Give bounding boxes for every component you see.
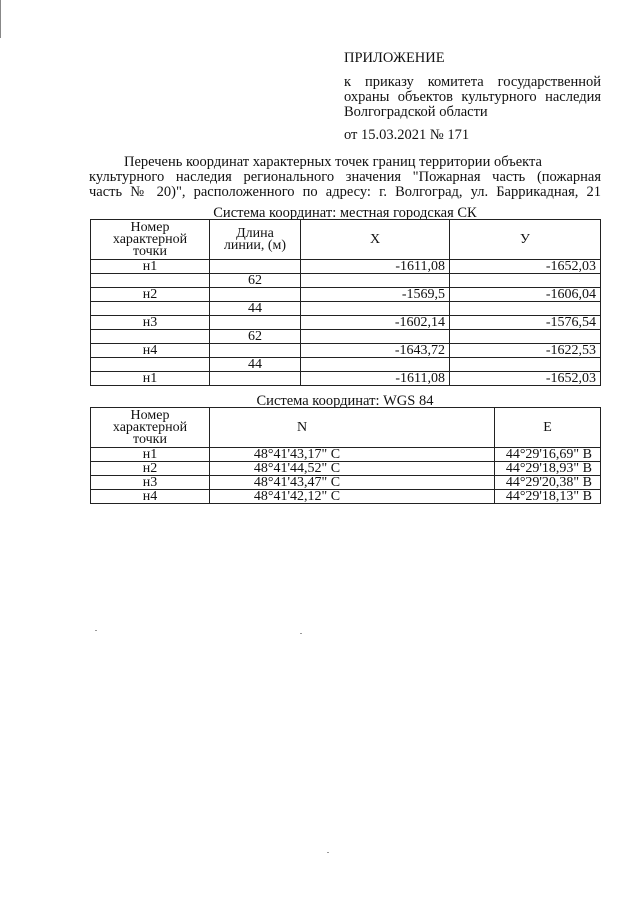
table-row: н1 -1611,08 -1652,03	[91, 260, 601, 274]
header-point-number: Номер характерной точки	[91, 408, 210, 448]
appendix-title: ПРИЛОЖЕНИЕ	[344, 50, 445, 66]
table-row: н2 48°41'44,52" С 44°29'18,93" В	[91, 462, 601, 476]
table2-header-row	[91, 408, 601, 448]
table-row: н4 -1643,72 -1622,53	[91, 344, 601, 358]
header-point-number: Номер характерной точки	[91, 220, 210, 260]
table-row-length: 62	[91, 274, 601, 288]
table-local-coordinates	[90, 219, 601, 386]
table-row-length: 44	[91, 302, 601, 316]
appendix-line-1: к приказу комитета государственной	[344, 74, 601, 90]
table-row: н1 -1611,08 -1652,03	[91, 372, 601, 386]
header-line-length: Длина линии, (м)	[210, 220, 301, 260]
scan-speck	[95, 630, 97, 631]
table-row: н2 -1569,5 -1606,04	[91, 288, 601, 302]
scan-speck	[300, 633, 302, 634]
heading-line-1: Перечень координат характерных точек границ территории объекта	[124, 154, 542, 170]
header-x: Х	[301, 220, 450, 260]
heading-line-3: часть № 20)", расположенного по адресу: г. Волгоград, ул. Баррикадная, 21	[89, 184, 601, 200]
header-n: N	[210, 408, 495, 448]
appendix-date: от 15.03.2021 № 171	[344, 127, 470, 143]
scan-speck	[327, 852, 329, 853]
table-row-length: 62	[91, 330, 601, 344]
table1-caption: Система координат: местная городская СК	[213, 205, 477, 221]
table-row: н3 -1602,14 -1576,54	[91, 316, 601, 330]
table1-header-row	[91, 220, 601, 260]
header-y: У	[450, 220, 601, 260]
table-wgs84-coordinates	[90, 407, 601, 504]
scan-edge-mark	[0, 0, 1, 38]
appendix-line-2: охраны объектов культурного наследия	[344, 89, 601, 105]
table-row: н3 48°41'43,47" С 44°29'20,38" В	[91, 476, 601, 490]
appendix-line-3: Волгоградской области	[344, 104, 488, 120]
table-row: н1 48°41'43,17" С 44°29'16,69" В	[91, 448, 601, 462]
heading-line-2: культурного наследия регионального значения "Пожарная часть (пожарная	[89, 169, 601, 185]
table-row: н4 48°41'42,12" С 44°29'18,13" В	[91, 490, 601, 504]
header-e: E	[495, 408, 601, 448]
table2-caption: Система координат: WGS 84	[256, 393, 434, 409]
table-row-length: 44	[91, 358, 601, 372]
